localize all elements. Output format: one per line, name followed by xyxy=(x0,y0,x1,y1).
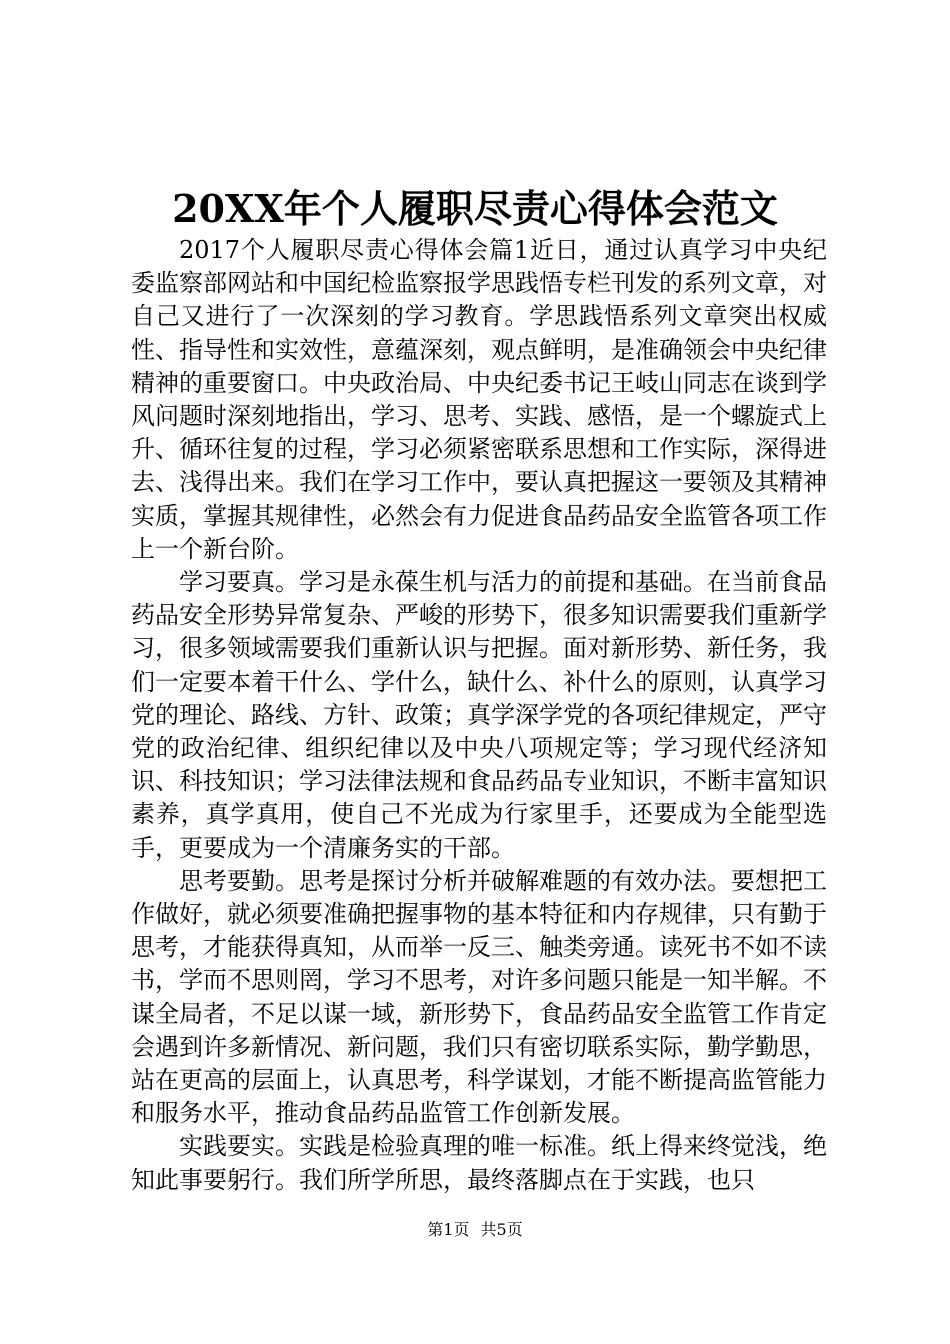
page-title: 20XX年个人履职尽责心得体会范文 xyxy=(172,186,778,231)
paragraph-practice: 实践要实。实践是检验真理的唯一标准。纸上得来终觉浅，绝知此事要躬行。我们所学所思，最终落脚点在于实践，也只 xyxy=(131,1132,827,1194)
paragraph-study: 学习要真。学习是永葆生机与活力的前提和基础。在当前食品药品安全形势异常复杂、严峻的形势下，很多知识需要我们重新学习，很多领域需要我们重新认识与把握。面对新形势、新任务，我们一定要本着干什么、学什么，缺什么、补什么的原则，认真学习党的理论、路线、方针、政策；真学深学党的各项纪律规定，严守党的政治纪律、组织纪律以及中央八项规定等；学习现代经济知识、科技知识；学习法律法规和食品药品专业知识，不断丰富知识素养，真学真用，使自己不光成为行家里手，还要成为全能型选手，更要成为一个清廉务实的干部。 xyxy=(131,568,827,862)
page-footer xyxy=(0,1218,950,1242)
paragraph-intro: 2017个人履职尽责心得体会篇1近日，通过认真学习中央纪委监察部网站和中国纪检监察报学思践悟专栏刊发的系列文章，对自己又进行了一次深刻的学习教育。学思践悟系列文章突出权威性、指导性和实效性，意蕴深刻，观点鲜明，是准确领会中央纪律精神的重要窗口。中央政治局、中央纪委书记王岐山同志在谈到学风问题时深刻地指出，学习、思考、实践、感悟，是一个螺旋式上升、循环往复的过程，学习必须紧密联系思想和工作实际，深得进去、浅得出来。我们在学习工作中，要认真把握这一要领及其精神实质，掌握其规律性，必然会有力促进食品药品安全监管各项工作上一个新台阶。 xyxy=(131,236,827,563)
paragraph-thinking: 思考要勤。思考是探讨分析并破解难题的有效办法。要想把工作做好，就必须要准确把握事物的基本特征和内存规律，只有勤于思考，才能获得真知，从而举一反三、触类旁通。读死书不如不读书，学而不思则罔，学习不思考，对许多问题只能是一知半解。不谋全局者，不足以谋一域，新形势下，食品药品安全监管工作肯定会遇到许多新情况、新问题，我们只有密切联系实际，勤学勤思，站在更高的层面上，认真思考，科学谋划，才能不断提高监管能力和服务水平，推动食品药品监管工作创新发展。 xyxy=(131,866,827,1128)
page-number-current: 第1页 xyxy=(427,1220,470,1239)
document-body xyxy=(131,234,827,1197)
page-number-total: 共5页 xyxy=(480,1220,523,1239)
